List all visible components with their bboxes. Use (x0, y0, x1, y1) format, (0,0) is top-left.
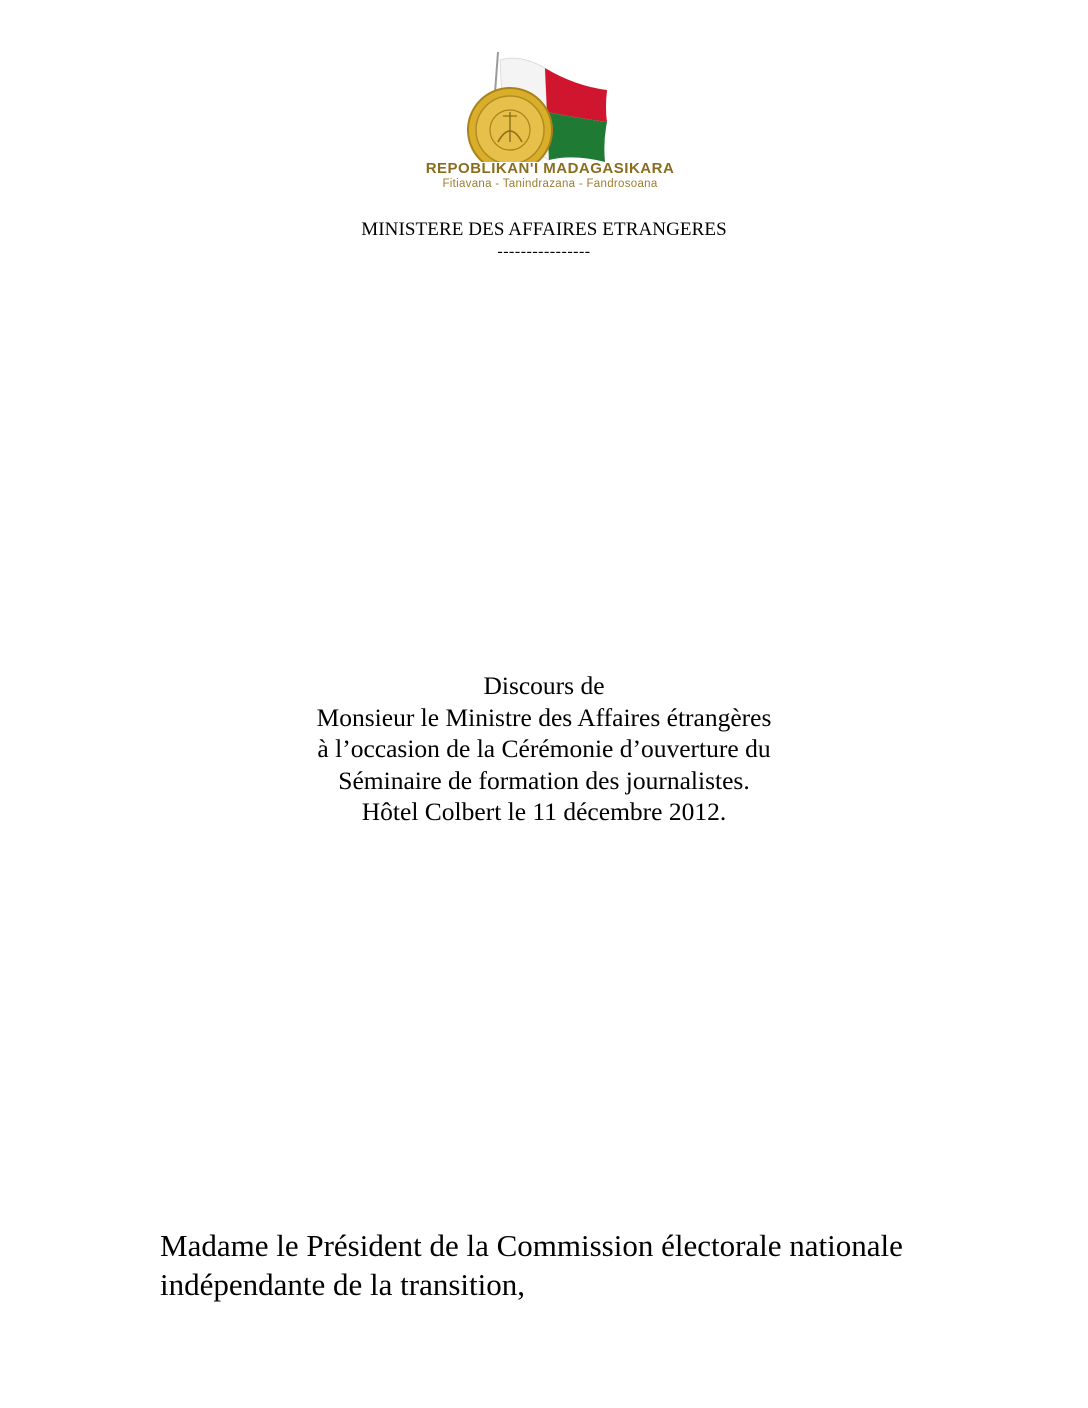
speech-title-line: Séminaire de formation des journalistes. (338, 765, 750, 795)
flag-and-seal-logo (465, 50, 635, 162)
speech-title (0, 670, 1088, 828)
salutation-line: Madame le Président de la Commission électorale nationale (160, 1228, 903, 1263)
salutation-line: indépendante de la transition, (160, 1267, 525, 1302)
heading-separator: ---------------- (497, 243, 591, 260)
emblem-name: REPOBLIKAN'I MADAGASIKARA (425, 160, 675, 177)
national-emblem (405, 50, 695, 198)
ministry-heading: MINISTERE DES AFFAIRES ETRANGERES (361, 219, 727, 240)
speech-title-line: Hôtel Colbert le 11 décembre 2012. (361, 797, 727, 826)
speech-title-line: à l’occasion de la Cérémonie d’ouverture du (317, 734, 771, 763)
speech-title-line: Discours de (483, 671, 605, 700)
speech-title-line: Monsieur le Ministre des Affaires étrangères (316, 702, 772, 732)
emblem-motto: Fitiavana - Tanindrazana - Fandrosoana (442, 178, 658, 190)
salutation-paragraph (160, 1226, 1040, 1304)
